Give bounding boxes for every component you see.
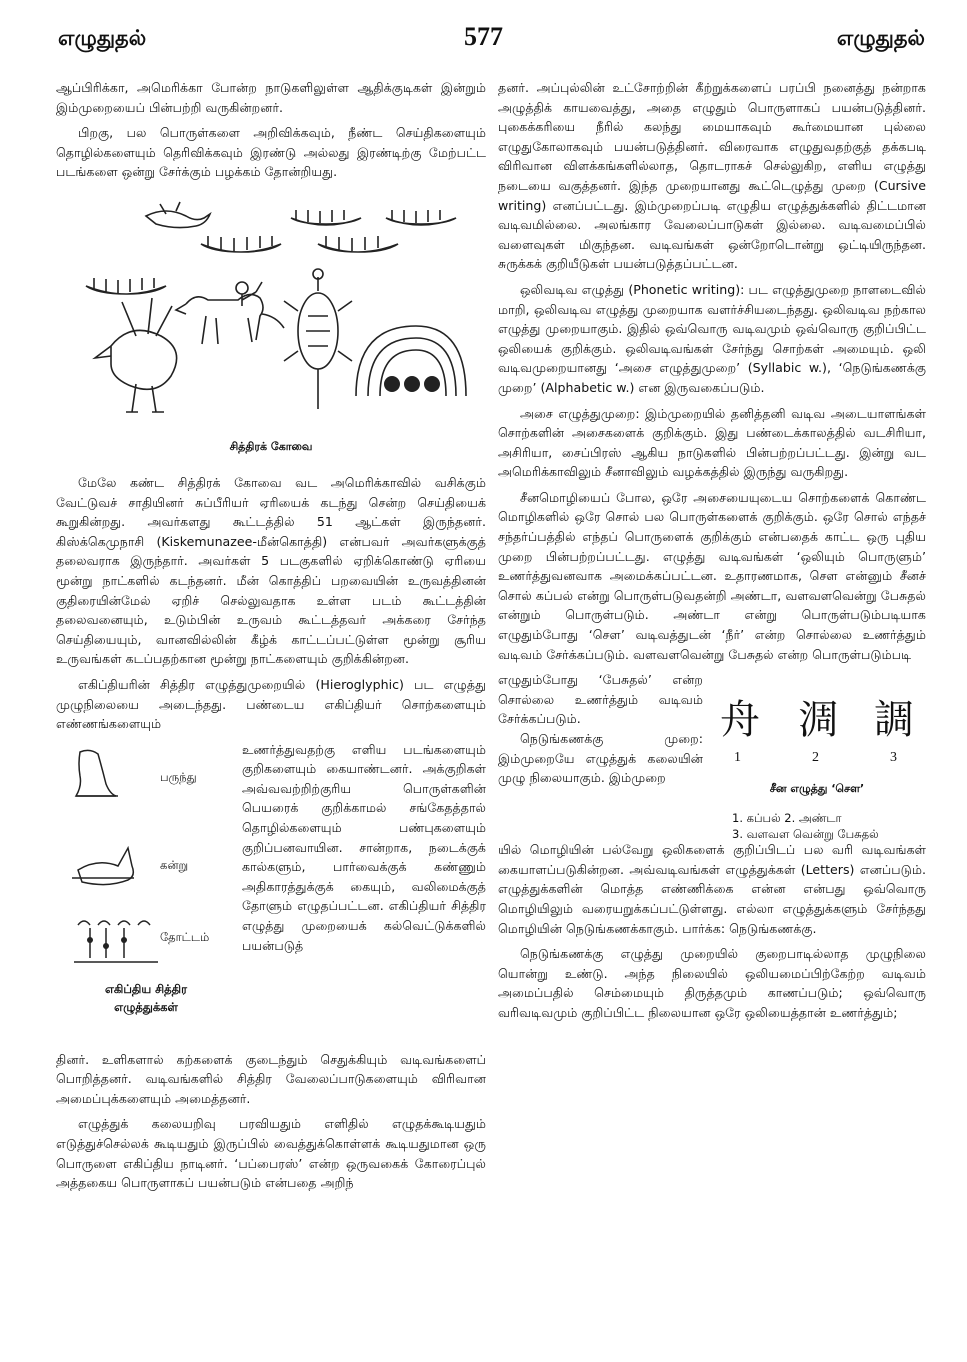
hieroglyph-drawing (56, 740, 241, 980)
pictograph-figure (56, 196, 486, 436)
chinese-caption: சீன எழுத்து ‘சௌ’ (769, 782, 865, 796)
running-head-right: எழுதுதல் (836, 26, 925, 50)
chinese-number-2: 2 (812, 750, 819, 766)
paragraph: பிறகு, பல பொருள்களை அறிவிக்கவும், நீண்ட செய்திகளையும் தொழில்களையும் தெரிவிக்கவும் இரண்டு அல்லது இரண்டிற்கு மேற்பட்ட படங்களை ஒன்று சேர்க்கும் பழக்கம் தோன்றியது. (56, 125, 486, 180)
hieroglyph-caption (56, 980, 236, 1016)
hieroglyph-caption-line-1: எகிப்திய சித்திர (104, 981, 188, 996)
chinese-number-1: 1 (734, 750, 741, 766)
chinese-number-3: 3 (890, 750, 897, 766)
chinese-legend-line-2: 3. வளவள வென்று பேசுதல் (732, 827, 879, 842)
hieroglyph-figure (56, 740, 241, 1020)
chinese-char-3: 調 (874, 697, 914, 744)
glyph-label-garden: தோட்டம் (160, 929, 210, 944)
paragraph: மேலே கண்ட சித்திரக் கோவை வட அமெரிக்காவில் வசிக்கும் வேட்டுவச் சாதியினர் சுப்பீரியர் ஏரியைக் கடந்து சென்ற செய்தியைக் கூறுகின்றது. அவர்களது கூட்டத்தில் 51 ஆட்கள் இருந்தனர். கிஸ்க்கெமுநாசி (Kiskemunazee-மீன்கொத்தி) என்பவர் அவர்களுக்குத் தலைவராக இருந்தார். அவர்கள் 5 படகுகளில் ஏறிக்கொண்டு ஏரியை மூன்று நாட்களில் கடந்தனர். மீன் கொத்திப் பறவையின் உருவத்தினன் குதிரையின்மேல் ஏறிச் செல்லுவதாக உள்ள படம் கூட்டத்தின் தலைவனையும், உடும்பின் உருவம் கூட்டத்தவர் அக்கரை சேர்ந்த செய்தியையும், வானவில்லின் கீழ்க் காட்டப்பட்டுள்ள மூன்று சூரிய உருவங்கள் கடப்பதற்கான மூன்று நாட்களையும் குறிக்கின்றன. (56, 474, 486, 667)
egyptian-hieroglyph-block (56, 740, 486, 1050)
glyph-label-calf: கன்று (160, 857, 189, 872)
paragraph: ஆப்பிரிக்கா, அமெரிக்கா போன்ற நாடுகளிலுள்ள ஆதிக்குடிகள் இன்றும் இம்முறையைப் பின்பற்றி வருகின்றனர். (56, 80, 486, 115)
paragraph: நெடுங்கணக்கு முறை: இம்முறையே எழுத்துக் கலையின் முழு நிலையாகும். இம்முறை (498, 731, 703, 786)
paragraph: எகிப்தியரின் சித்திர எழுத்துமுறையில் (Hieroglyphic) பட எழுத்து முழுநிலையை அடைந்தது. பண்டைய எகிப்தியர் சொற்களையும் எண்ணங்களையும் (56, 676, 486, 732)
chinese-side-text (498, 670, 703, 788)
page-number: 577 (464, 22, 503, 51)
glyph-label-falcon: பருந்து (160, 769, 197, 784)
hieroglyph-side-text (242, 740, 486, 956)
chinese-writing-block (498, 670, 926, 840)
running-head-left: எழுதுதல் (58, 26, 147, 50)
chinese-char-2: 淍 (798, 697, 838, 744)
paragraph: யில் மொழியின் பல்வேறு ஒலிகளைக் குறிப்பிடப் பல வரி வடிவங்கள் கையாளப்படுகின்றன. அவ்வடிவங்கள் எழுத்துக்கள் (Letters) எனப்படும். எழுத்துக்களின் மொத்த எண்ணிக்கை என்ன என்பது ஒவ்வொரு மொழியிலும் வரையறுக்கப்பட்டுள்ளது. எல்லா எழுத்துக்களும் சேர்ந்தது மொழியின் நெடுங்கணக்காகும். பார்க்க: நெடுங்கணக்கு. (498, 842, 926, 936)
chinese-legend (732, 810, 879, 842)
chinese-character-figure (708, 670, 926, 842)
paragraph: ஒலிவடிவ எழுத்து (Phonetic writing): பட எழுத்துமுறை நாளடைவில் மாறி, ஒலிவடிவ எழுத்து முறையாக வளர்ச்சியடைந்தது. ஒலிவடிவ நற்கால எழுத்து முறையாகும். இதில் ஒவ்வொரு வடிவமும் ஒவ்வொரு குறிப்பிட்ட ஒலியைக் குறிக்கும். ஒலிவடிவங்கள் சேர்ந்து சொற்கள் அமையும். ஒலி வடிவமுறையானது ‘அசை எழுத்துமுறை’ (Syllabic w.), ‘நெடுங்கணக்கு முறை’ (Alphabetic w.) என இருவகைப்படும். (498, 281, 926, 395)
paragraph: எழுதும்போது ‘பேசுதல்’ என்ற சொல்லை உணர்த்தும் வடிவம் சேர்க்கப்படும். (498, 672, 703, 727)
chinese-char-1: 舟 (720, 697, 760, 744)
paragraph: நெடுங்கணக்கு எழுத்து முறையில் குறைபாடில்லாத முழுநிலை யொன்று உண்டு. அந்த நிலையில் ஒலியமைப்பிற்கேற்ற வடிவம் அமைப்பதில் செம்மையும் திருத்தமும் காணப்படும்; ஒவ்வொரு வரிவடிவமும் குறிப்பிட்ட நிலையான ஒரே ஒலியைத்தான் உணர்த்தும்; (498, 946, 926, 1020)
paragraph: எழுத்துக் கலையறிவு பரவியதும் எளிதில் எழுதக்கூடியதும் எடுத்துச்செல்லக் கூடியதும் இருப்பில் வைத்துக்கொள்ளக் கூடியதுமான ஒரு பொருளை எகிப்திய நாடினர். ‘பப்பைரஸ்’ என்ற ஒருவகைக் கோரைப்புல் அத்தகைய பொருளாகப் பயன்படும் என்பதை அறிந் (56, 1116, 486, 1191)
right-column (498, 78, 926, 1029)
paragraph: தினர். உளிகளால் கற்களைக் குடைந்தும் செதுக்கியும் வடிவங்களைப் பொறித்தனர். வடிவங்களில் சித்திர வேலைப்பாடுகளையும் விரிவான அமைப்புக்களையும் அமைத்தனர். (56, 1051, 486, 1106)
paragraph: அசை எழுத்துமுறை: இம்முறையில் தனித்தனி வடிவ அடையாளங்கள் சொற்களின் அசைகளைக் குறிக்கும். இது பண்டைக்காலத்தில் வடசிரியா, அசிரியா, சைப்பிரஸ் ஆகிய நாடுகளில் பின்பற்றப்பட்டது. இன்று வட அமெரிக்காவிலும் சீனாவிலும் வழக்கத்தில் இருந்து வருகிறது. (498, 405, 926, 480)
paragraph: சீனமொழியைப் போல, ஒரே அசையையுடைய சொற்களைக் கொண்ட மொழிகளில் ஒரே சொல் பல பொருள்களைக் குறிக்கும். ஒரே சொல் எந்தச் சந்தர்ப்பத்தில் எந்தப் பொருளைக் குறிக்கும் என்பதைக் காட்ட ஒரு புதிய முறை பின்பற்றப்பட்டது. எழுத்து வடிவங்கள் ‘ஒலியும் பொருளும்’ உணர்த்துவனவாக அமைக்கப்பட்டன. உதாரணமாக, சௌ என்னும் சீனச் சொல் கப்பல் என்று பொருள்படுவதன்றி அண்டா, வளவளவென்று பேசுதல் என்றும் பொருள்படும். அண்டா என்று பொருள்படும்படியாக எழுதும்போது ‘சௌ’ வடிவத்துடன் ‘நீர்’ என்ற சொல்லை உணர்த்தும் வடிவம் சேர்க்கப்படும். வளவளவென்று பேசுதல் என்ற பொருள்படும்படி (498, 489, 926, 662)
pictograph-drawing (56, 196, 486, 436)
hieroglyph-caption-line-2: எழுத்துக்கள் (114, 999, 178, 1014)
paragraph: தனர். அப்புல்லின் உட்சோற்றின் கீற்றுக்களைப் பரப்பி நனைத்து நன்றாக அழுத்திக் காயவைத்து, அதை எழுதும் பொருளாகப் பயன்படுத்தினர். புகைக்கரியை நீரில் கலந்து மையாகவும் கூர்மையான புல்லை எழுதுகோலாகவும் பயன்படுத்தினர். விரைவாக எழுதுவதற்குத் தக்கபடி விரிவான விளக்கங்களில்லாத, தொடராகச் செல்லுகிற, எளிய எழுத்து நடையை வகுத்தனர். இந்த முறையானது கூட்டெழுத்து முறை (Cursive writing) எனப்பட்டது. இம்முறைப்படி எழுதிய எழுத்துக்களில் திட்டமான வடிவமில்லை. அலங்கார வேலைப்பாடுகள் இல்லை. வடிவமைப்பில் வளைவுகள் மிகுந்தன. வடிவங்கள் ஒன்றோடொன்று ஒட்டியிருந்தன. சுருக்கக் குறியீடுகள் பயன்படுத்தப்பட்டன. (498, 80, 926, 272)
chinese-legend-line-1: 1. கப்பல் 2. அண்டா (732, 811, 842, 826)
left-column (56, 78, 486, 1199)
paragraph: உணர்த்துவதற்கு எளிய படங்களையும் குறிகளையும் கையாண்டனர். அக்குறிகள் அவ்வவற்றிற்குரிய பொருள்களின் பெயரைக் குறிக்காமல் சங்கேதத்தால் தொழில்களையும் பண்புகளையும் குறிப்பனவாயின. சான்றாக, நடைக்குக் கால்களும், பார்வைக்குக் கண்ணும் அதிகாரத்துக்குக் கையும், வலிமைக்குத் தோளும் எழுதப்பட்டன. எகிப்தியர் சித்திர எழுத்து முறையைக் கல்வெட்டுக்களில் பயன்படுத் (242, 741, 486, 953)
figure-caption: சித்திரக் கோவை (229, 439, 313, 453)
